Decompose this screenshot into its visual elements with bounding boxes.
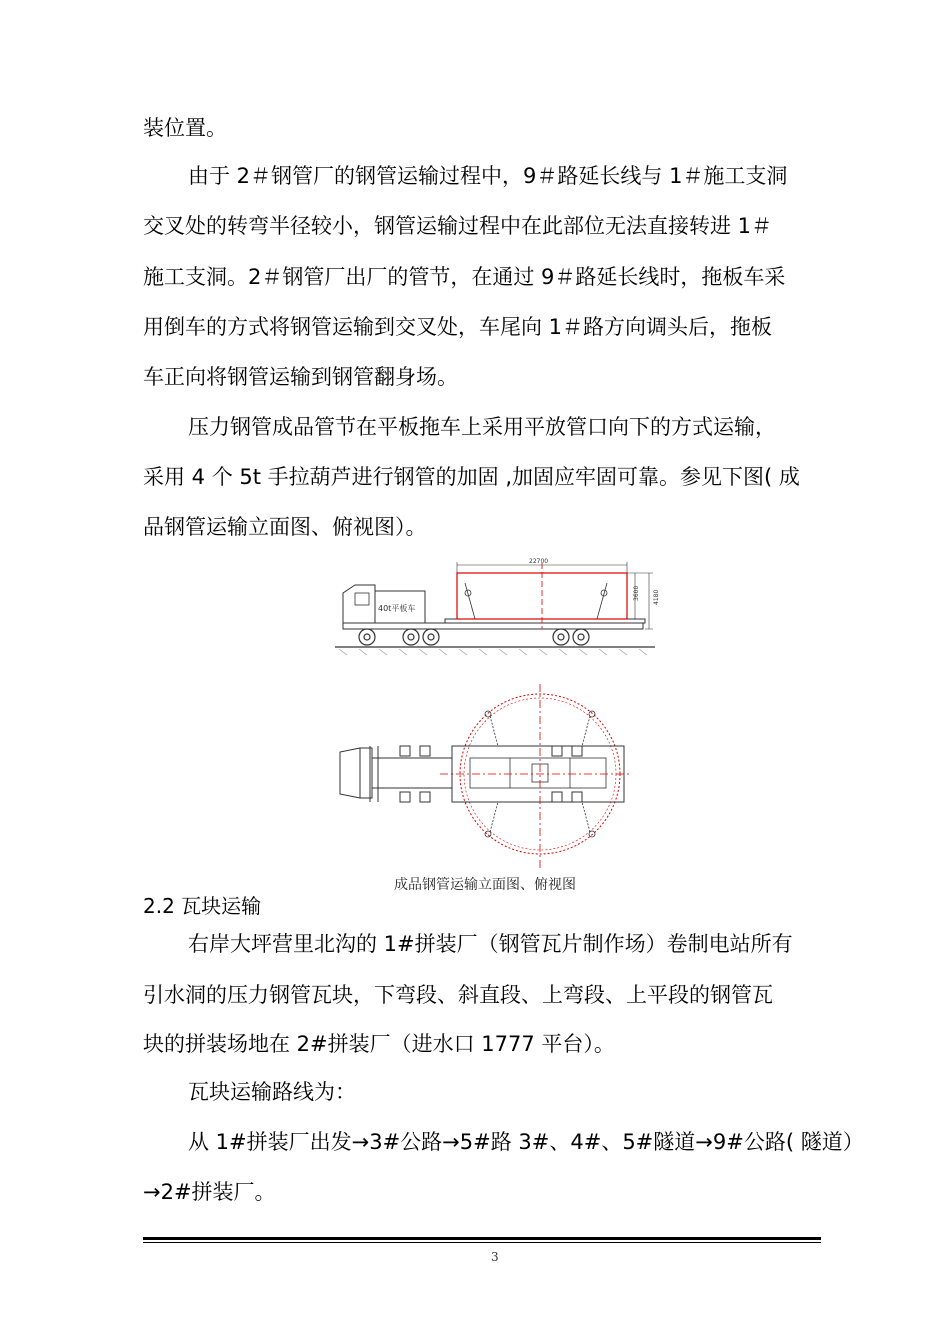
paragraph-line: 装位置。 xyxy=(143,116,227,140)
elevation-view-drawing xyxy=(325,553,665,663)
paragraph-line: 施工支洞。2＃钢管厂出厂的管节，在通过 9＃路延长线时，拖板车采 xyxy=(143,265,786,289)
paragraph-line: 块的拼装场地在 2#拼装厂（进水口 1777 平台）。 xyxy=(143,1032,615,1056)
dimension-inner: 3600 xyxy=(633,585,640,601)
section-heading: 2.2 瓦块运输 xyxy=(143,894,262,918)
paragraph-line: 采用 4 个 5t 手拉葫芦进行钢管的加固 ,加固应牢固可靠。参见下图( 成 xyxy=(143,465,800,489)
footer-rule-thin xyxy=(143,1242,821,1243)
paragraph-line: 品钢管运输立面图、俯视图）。 xyxy=(143,515,427,539)
paragraph-line: 由于 2＃钢管厂的钢管运输过程中，9＃路延长线与 1＃施工支洞 xyxy=(188,164,788,188)
paragraph-line: 车正向将钢管运输到钢管翻身场。 xyxy=(143,365,458,389)
paragraph-line: 从 1#拼装厂出发→3#公路→5#路 3#、4#、5#隧道→9#公路( 隧道） xyxy=(188,1130,864,1154)
paragraph-line: →2#拼装厂。 xyxy=(143,1180,276,1204)
paragraph-line: 用倒车的方式将钢管运输到交叉处，车尾向 1＃路方向调头后，拖板 xyxy=(143,315,773,339)
truck-label: 40t平板车 xyxy=(378,604,416,613)
paragraph-line: 交叉处的转弯半径较小，钢管运输过程中在此部位无法直接转进 1＃ xyxy=(143,214,773,238)
paragraph-line: 压力钢管成品管节在平板拖车上采用平放管口向下的方式运输， xyxy=(188,415,776,439)
paragraph-line: 瓦块运输路线为： xyxy=(188,1080,356,1104)
page-number: 3 xyxy=(491,1250,499,1264)
paragraph-line: 引水洞的压力钢管瓦块，下弯段、斜直段、上弯段、上平段的钢管瓦 xyxy=(143,983,773,1007)
dimension-outer: 4180 xyxy=(653,589,660,605)
paragraph-line: 右岸大坪营里北沟的 1#拼装厂（钢管瓦片制作场）卷制电站所有 xyxy=(188,932,793,956)
dimension-top: 22700 xyxy=(529,558,549,565)
figure-caption: 成品钢管运输立面图、俯视图 xyxy=(394,877,576,893)
plan-view-drawing xyxy=(330,684,650,870)
footer-rule xyxy=(143,1237,821,1240)
